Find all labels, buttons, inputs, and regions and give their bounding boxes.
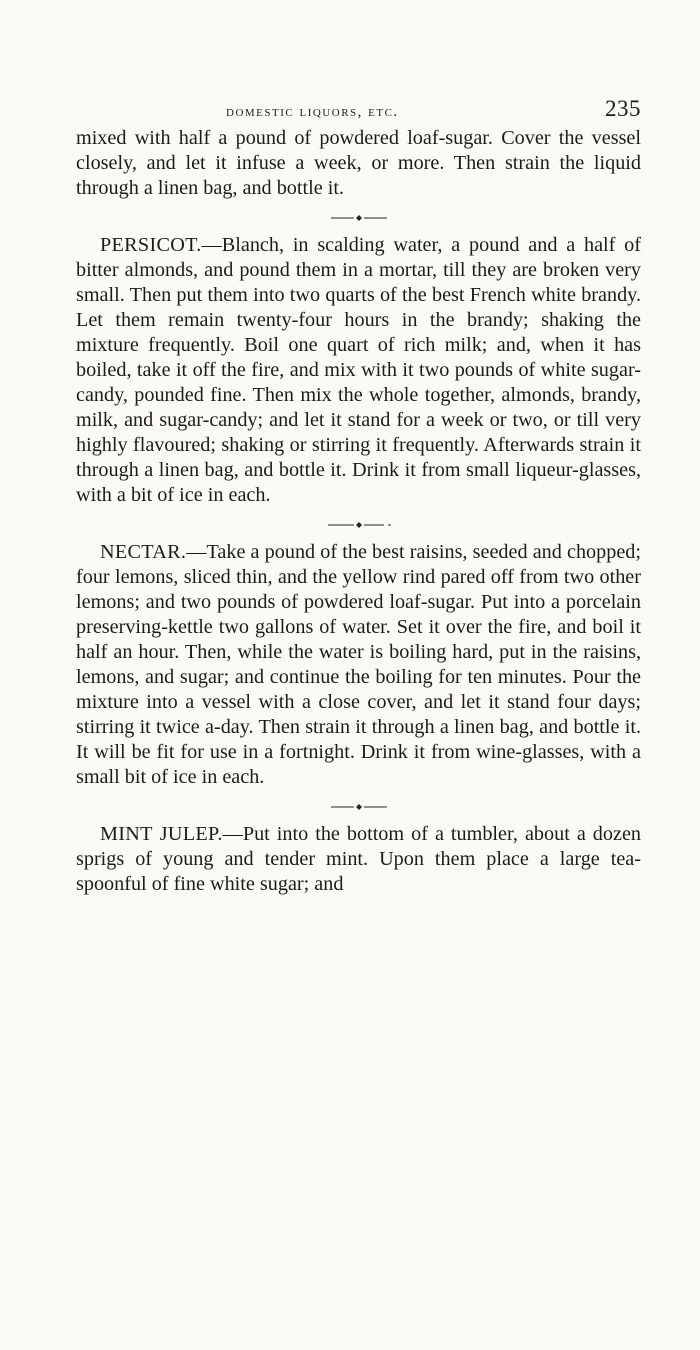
continuation-paragraph: mixed with half a pound of powdered loaf-sugar. Cover the vessel closely, and let it infuse a week, or more. Then strain the liquid through a linen bag, and bottle it.: [76, 127, 641, 199]
book-page: [76, 92, 641, 897]
page-number: 235: [605, 96, 641, 121]
recipe-heading-persicot: PERSICOT.: [100, 234, 202, 256]
section-divider: [76, 514, 641, 536]
recipe-text-mint-julep: —Put into the bottom of a tumbler, about a dozen sprigs of young and tender mint. Upon them place a large tea-spoonful of fine white sugar; and: [76, 823, 642, 895]
running-head: [76, 92, 641, 126]
divider-ornament-icon: [324, 520, 394, 530]
recipe-paragraph-mint-julep: [76, 822, 641, 897]
recipe-text-persicot: —Blanch, in scalding water, a pound and a half of bitter almonds, and pound them in a mortar, till they are broken very small. Then put them into two quarts of the best French white brandy. Let them remain twenty-four hours in the brandy; shaking the mixture frequently. Boil one quart of rich milk; and, when it has boiled, take it off the fire, and mix with it two pounds of white sugar-candy, pounded fine. Then mix the whole together, almonds, brandy, milk, and sugar-candy; and let it stand for a week or two, or till very highly flavoured; shaking or stirring it frequently. Afterwards strain it through a linen bag, and bottle it. Drink it from small liqueur-glasses, with a bit of ice in each.: [76, 234, 641, 506]
page-body: [76, 126, 641, 897]
recipe-paragraph-persicot: [76, 233, 641, 508]
running-title: domestic liquors, etc.: [226, 104, 399, 120]
divider-ornament-icon: [329, 213, 389, 223]
recipe-heading-nectar: NECTAR.: [100, 541, 187, 563]
recipe-heading-mint-julep: MINT JULEP.: [100, 823, 223, 845]
divider-ornament-icon: [329, 802, 389, 812]
section-divider: [76, 796, 641, 818]
recipe-paragraph-nectar: [76, 540, 641, 790]
section-divider: [76, 207, 641, 229]
recipe-text-nectar: —Take a pound of the best raisins, seeded and chopped; four lemons, sliced thin, and the yellow rind pared off from two other lemons; and two pounds of powdered loaf-sugar. Put into a porcelain preserving-kettle two gallons of water. Set it over the fire, and boil it half an hour. Then, while the water is boiling hard, put in the raisins, lemons, and sugar; and continue the boiling for ten minutes. Pour the mixture into a vessel with a close cover, and let it stand four days; stirring it twice a-day. Then strain it through a linen bag, and bottle it. It will be fit for use in a fortnight. Drink it from wine-glasses, with a small bit of ice in each.: [76, 541, 641, 788]
